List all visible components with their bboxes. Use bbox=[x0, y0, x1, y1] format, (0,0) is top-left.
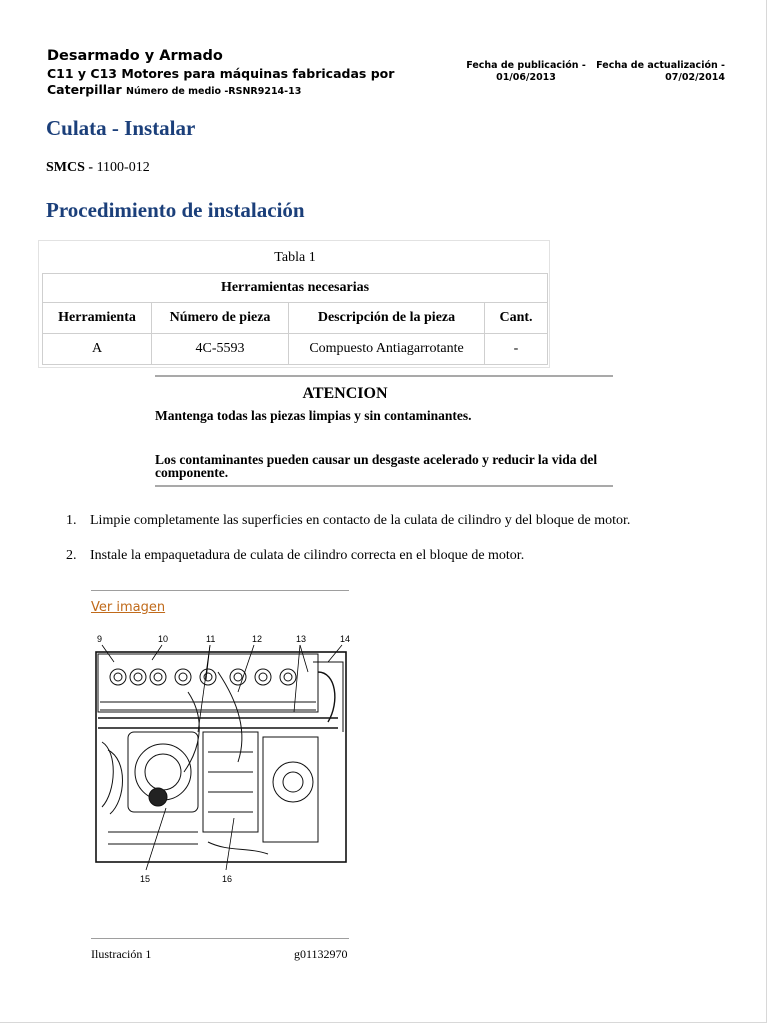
table-row bbox=[43, 334, 548, 365]
tools-table bbox=[42, 243, 548, 365]
callout-label: 16 bbox=[222, 874, 233, 882]
media-number: Número de medio -RSNR9214-13 bbox=[126, 85, 302, 97]
attention-paragraph: Mantenga todas las piezas limpias y sin contaminantes. bbox=[155, 408, 472, 423]
figure-id: g01132970 bbox=[294, 947, 348, 961]
update-date-block bbox=[594, 60, 725, 83]
table-cell: - bbox=[485, 334, 548, 365]
step-text: Instale la empaquetadura de culata de cilindro correcta en el bloque de motor. bbox=[90, 548, 525, 563]
callout-label: 15 bbox=[140, 874, 151, 882]
update-date: 07/02/2014 bbox=[665, 71, 725, 83]
column-header: Herramienta bbox=[43, 303, 152, 334]
document-title: Desarmado y Armado bbox=[47, 48, 223, 64]
figure-top-rule bbox=[91, 590, 349, 591]
engine-illustration[interactable] bbox=[88, 632, 353, 882]
valve-springs bbox=[110, 669, 296, 685]
view-image-link[interactable]: Ver imagen bbox=[91, 600, 166, 615]
figure-bottom-rule bbox=[91, 938, 349, 939]
step-number: 1. bbox=[66, 513, 77, 528]
subtitle-text: C11 y C13 Motores para máquinas fabricadas por Caterpillar bbox=[47, 66, 395, 97]
column-header: Cant. bbox=[485, 303, 548, 334]
engine-drawing bbox=[96, 652, 346, 862]
smcs-label: SMCS - bbox=[46, 160, 94, 175]
page-title: Culata - Instalar bbox=[46, 116, 196, 140]
figure-caption: Ilustración 1 bbox=[91, 947, 152, 961]
list-item bbox=[66, 548, 524, 564]
table-cell: Compuesto Antiagarrotante bbox=[289, 334, 485, 365]
step-number: 2. bbox=[66, 548, 77, 563]
attention-paragraph: Los contaminantes pueden causar un desgaste acelerado y reducir la vida del componente. bbox=[155, 452, 598, 480]
attention-title: ATENCION bbox=[302, 385, 388, 402]
table-cell: A bbox=[43, 334, 152, 365]
attention-top-rule bbox=[155, 375, 613, 377]
table-heading: Herramientas necesarias bbox=[43, 274, 548, 303]
callout-label: 12 bbox=[252, 634, 263, 644]
table-cell: 4C-5593 bbox=[152, 334, 289, 365]
document-subtitle bbox=[47, 66, 447, 99]
publication-label: Fecha de publicación - bbox=[466, 60, 586, 71]
section-title: Procedimiento de instalación bbox=[46, 198, 305, 222]
callout-label: 11 bbox=[206, 634, 216, 644]
column-header: Descripción de la pieza bbox=[289, 303, 485, 334]
smcs-code bbox=[46, 160, 150, 176]
update-label: Fecha de actualización - bbox=[596, 60, 725, 71]
column-header: Número de pieza bbox=[152, 303, 289, 334]
callout-label: 14 bbox=[340, 634, 351, 644]
attention-bottom-rule bbox=[155, 485, 613, 487]
smcs-value: 1100-012 bbox=[96, 160, 150, 175]
step-text: Limpie completamente las superficies en contacto de la culata de cilindro y del bloque de motor. bbox=[90, 513, 631, 528]
callout-label: 9 bbox=[97, 634, 103, 644]
callout-label: 13 bbox=[296, 634, 307, 644]
publication-date: 01/06/2013 bbox=[496, 71, 556, 83]
publication-date-block bbox=[458, 60, 594, 83]
table-caption: Tabla 1 bbox=[274, 250, 316, 265]
list-item bbox=[66, 513, 630, 529]
callout-label: 10 bbox=[158, 634, 169, 644]
